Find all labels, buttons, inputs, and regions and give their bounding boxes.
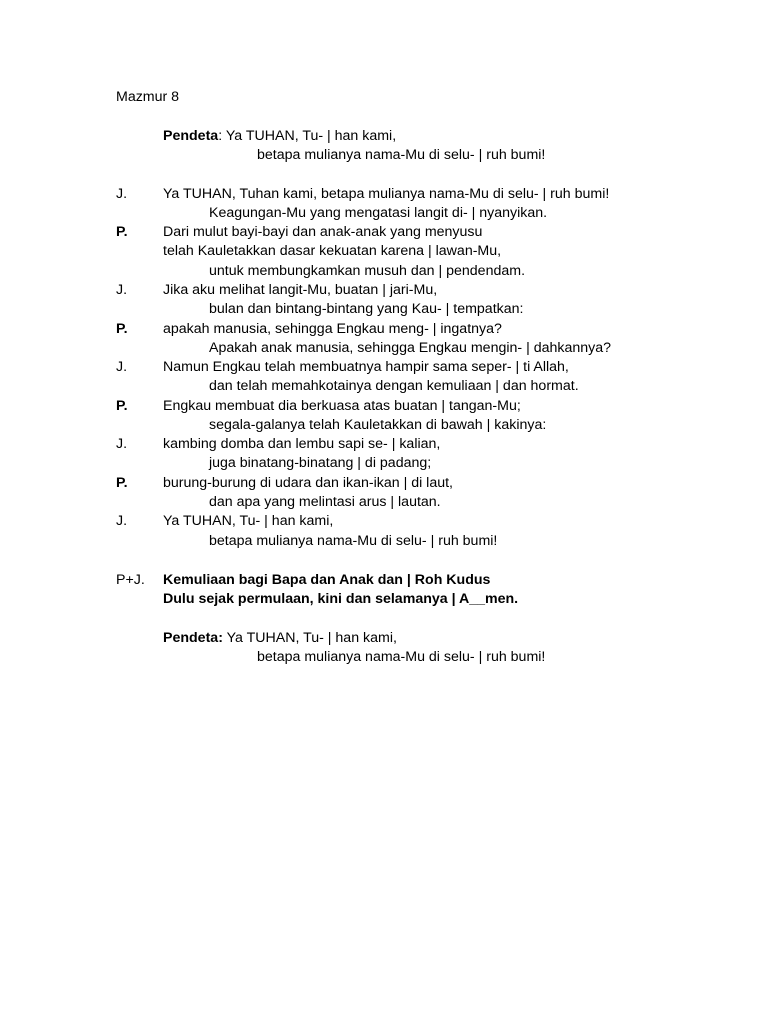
closing-text-1: Ya TUHAN, Tu- | han kami, [226, 630, 397, 646]
verse-label: J. [116, 513, 128, 529]
verse-text: Ya TUHAN, Tu- | han kami, [163, 513, 334, 529]
verse-label: J. [116, 186, 128, 202]
verse-text: Apakah anak manusia, sehingga Engkau mengin- | dahkannya? [209, 340, 612, 356]
verse-text: Ya TUHAN, Tuhan kami, betapa mulianya nama-Mu di selu- | ruh bumi! [163, 186, 610, 202]
verse-text: burung-burung di udara dan ikan-ikan | di laut, [163, 475, 453, 491]
gloria-line-1: Kemuliaan bagi Bapa dan Anak dan | Roh Kudus [163, 572, 491, 588]
intro-text-1: Ya TUHAN, Tu- | han kami, [225, 128, 397, 144]
verse-text: Namun Engkau telah membuatnya hampir sama seper- | ti Allah, [163, 359, 569, 375]
verse-text: dan apa yang melintasi arus | lautan. [209, 494, 441, 510]
verse-text: dan telah memahkotainya dengan kemuliaan | dan hormat. [209, 378, 579, 394]
intro-colon: : [218, 128, 226, 144]
verse-text: kambing domba dan lembu sapi se- | kalian, [163, 436, 441, 452]
gloria-line-2: Dulu sejak permulaan, kini dan selamanya | A__men. [163, 591, 519, 607]
verse-text: Dari mulut bayi-bayi dan anak-anak yang menyusu [163, 224, 483, 240]
page-title: Mazmur 8 [116, 89, 180, 105]
closing-label: Pendeta: [163, 630, 223, 646]
intro-label: Pendeta [163, 128, 219, 144]
verse-label: J. [116, 359, 128, 375]
intro-line-1 [163, 127, 396, 146]
verse-text: Keagungan-Mu yang mengatasi langit di- | nyanyikan. [209, 205, 548, 221]
verse-text: telah Kauletakkan dasar kekuatan karena | lawan-Mu, [163, 243, 502, 259]
closing-line-2: betapa mulianya nama-Mu di selu- | ruh bumi! [257, 649, 546, 665]
verse-label: P. [116, 321, 128, 337]
verse-label: P. [116, 475, 128, 491]
verse-text: segala-galanya telah Kauletakkan di bawah | kakinya: [209, 417, 547, 433]
intro-line-2: betapa mulianya nama-Mu di selu- | ruh bumi! [257, 147, 546, 163]
verse-text: Engkau membuat dia berkuasa atas buatan | tangan-Mu; [163, 398, 521, 414]
verse-text: apakah manusia, sehingga Engkau meng- | ingatnya? [163, 321, 502, 337]
verse-text: bulan dan bintang-bintang yang Kau- | tempatkan: [209, 301, 524, 317]
verse-text: untuk membungkamkan musuh dan | pendendam. [209, 263, 526, 279]
verse-label: P. [116, 224, 128, 240]
verse-label: J. [116, 436, 128, 452]
verse-text: betapa mulianya nama-Mu di selu- | ruh bumi! [209, 533, 498, 549]
closing-line-1 [163, 629, 397, 648]
verse-label: J. [116, 282, 128, 298]
gloria-label: P+J. [116, 572, 145, 588]
verse-text: Jika aku melihat langit-Mu, buatan | jari-Mu, [163, 282, 438, 298]
verse-text: juga binatang-binatang | di padang; [209, 455, 432, 471]
verse-label: P. [116, 398, 128, 414]
